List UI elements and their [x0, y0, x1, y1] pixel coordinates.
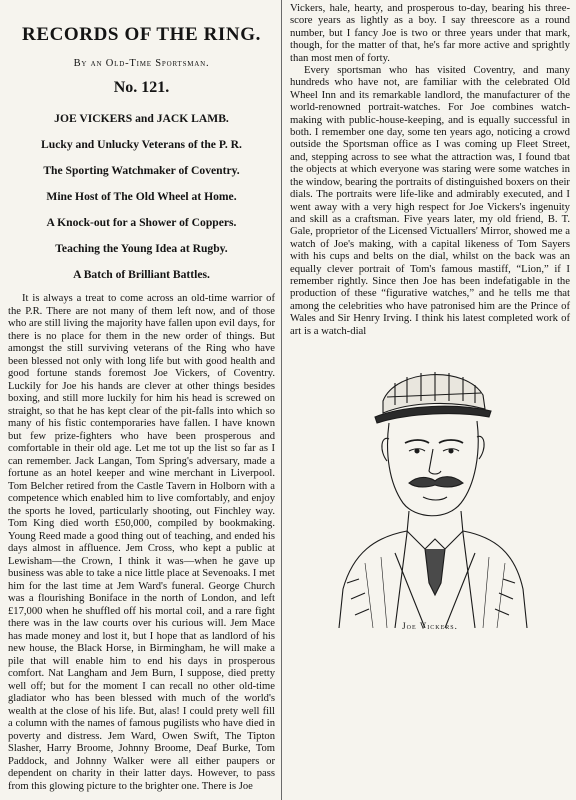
left-column: [0, 0, 280, 800]
byline: By an Old-Time Sportsman.: [73, 58, 210, 69]
column-divider: [281, 0, 282, 800]
continued-text: [290, 2, 570, 64]
right-column: [284, 0, 576, 800]
headline-main: JOE VICKERS and JACK LAMB.: [54, 112, 229, 125]
portrait-illustration: [325, 343, 535, 643]
portrait-caption: Joe Vickers.: [402, 620, 458, 631]
headline-watchmaker: The Sporting Watchmaker of Coventry.: [43, 164, 240, 177]
headline-knock-out: A Knock-out for a Shower of Coppers.: [46, 216, 237, 229]
headline-old-wheel: Mine Host of The Old Wheel at Home.: [46, 190, 237, 203]
article-series-title: RECORDS OF THE RING.: [22, 24, 261, 45]
portrait-engraving: [325, 343, 535, 628]
body-paragraph-2: Every sportsman who has visited Coventry, and many hundreds who have not, are familiar with the celebrated Old Wheel Inn and its remarkable landlord, the manufacturer of the world-renowned portrait-watches. For Joe combines watch-making with public-house-keeping, and is equally successful in both. I remember one day, some ten years ago, noticing a crowd outside the Sportsman office as I was coming up Fleet Street, and, stepping across to see what the attraction was, I found tbat the objects at which everyone was staring were some watches in the window, bearing the portraits of distinguished boxers on their dials. The portraits were life-like and admirably executed, and I went away with a very high respect for Joe Vickers's ingenuity and skill as a craftsman. Five years later, my old friend, B. T. Gale, proprietor of the Licensed Victuallers' Mirror, showed me a watch of Joe's making, with a capital likeness of Tom Sayers with his cups and belts on the dial, whilst on the back was an equally clever portrait of Tom's famous mastiff, “Lion,” if I remember rightly. Since then Joe has been indefatigable in the production of these “figurative watches,” and he tells me that among the celebrities who have patronised him are the Prince of Wales and Sir Henry Irving. I think his latest completed work of art is a watch-dial: [290, 64, 570, 337]
article-number: No. 121.: [113, 79, 170, 96]
body-paragraph-1-continued: Vickers, hale, hearty, and prosperous to-day, bearing his three-score years as lightly as a boy. I say threescore as a round number, but I fancy Joe is two or three years under that mark, though, for the matter of that, he's far more active and sprightly than most men of forty.: [290, 2, 570, 64]
headline-lucky-veterans: Lucky and Unlucky Veterans of the P. R.: [41, 138, 242, 151]
headline-rugby: Teaching the Young Idea at Rugby.: [55, 242, 228, 255]
headline-batch-of-battles: A Batch of Brilliant Battles.: [73, 268, 210, 281]
body-paragraph-1: It is always a treat to come across an old-time warrior of the P.R. There are not many of them left now, and of those who are still living the majority have fallen upon evil days, for there is no place for them in the new order of things. But amongst the still surviving veterans of the Ring who have been blessed not only with long life but with good health and good fortune stands foremost Joe Vickers, of Coventry. Luckily for Joe his hands are clever at other things besides boxing, and still more luckily for him his head is screwed on straight, so that he has kept clear of the pit-falls into which so many of his fistic contemporaries have fallen. I have known but few prize-fighters who have been prosperous and comfortable in their old age. Let me tot up the list so far as I can remember. Jack Langan, Tom Spring's adversary, made a fortune as an hotel keeper and wine merchant in Liverpool. Tom Belcher retired from the Castle Tavern in Holborn with a competence which enabled him to live comfortably, and enjoy the sports he loved, particularly shooting, out Finchley way. Tom King died worth £50,000, compiled by bookmaking. Young Reed made a good thing out of teaching, and ended his days almost in affluence. Jem Cross, who kept a public at Lewisham—the Crown, I think it was—when he gave up business was able to take a nice little place at Sevenoaks. I met him for the last time at Jem Ward's funeral. George Church was a flourishing Boniface in the north of London, and left £17,000 when he shuffled off his mortal coil, and a rare fight there was in the law courts over his curious will. Jem Mace has made money and lost it, but I hope that as landlord of his new house, the Black Horse, in Birmingham, he will make a pile that will enable him to end his days in prosperous comfort. Nat Langham and Jem Burn, I suppose, died pretty well off; but for the moment I can recall no other old-time gladiator who has been blessed with much of the world's wealth at the close of his life. But, alas! I could prety well fill a column with the names of famous pugilists who have died in poverty and distress. Jem Ward, Owen Swift, The Tipton Slasher, Harry Broome, Johnny Broome, Deaf Burke, Tom Paddock, and Johnny Walker were all either paupers or dependent on charity in their latter days. However, to pass from this glowing picture to the brighter one. There is Joe: [8, 293, 275, 792]
